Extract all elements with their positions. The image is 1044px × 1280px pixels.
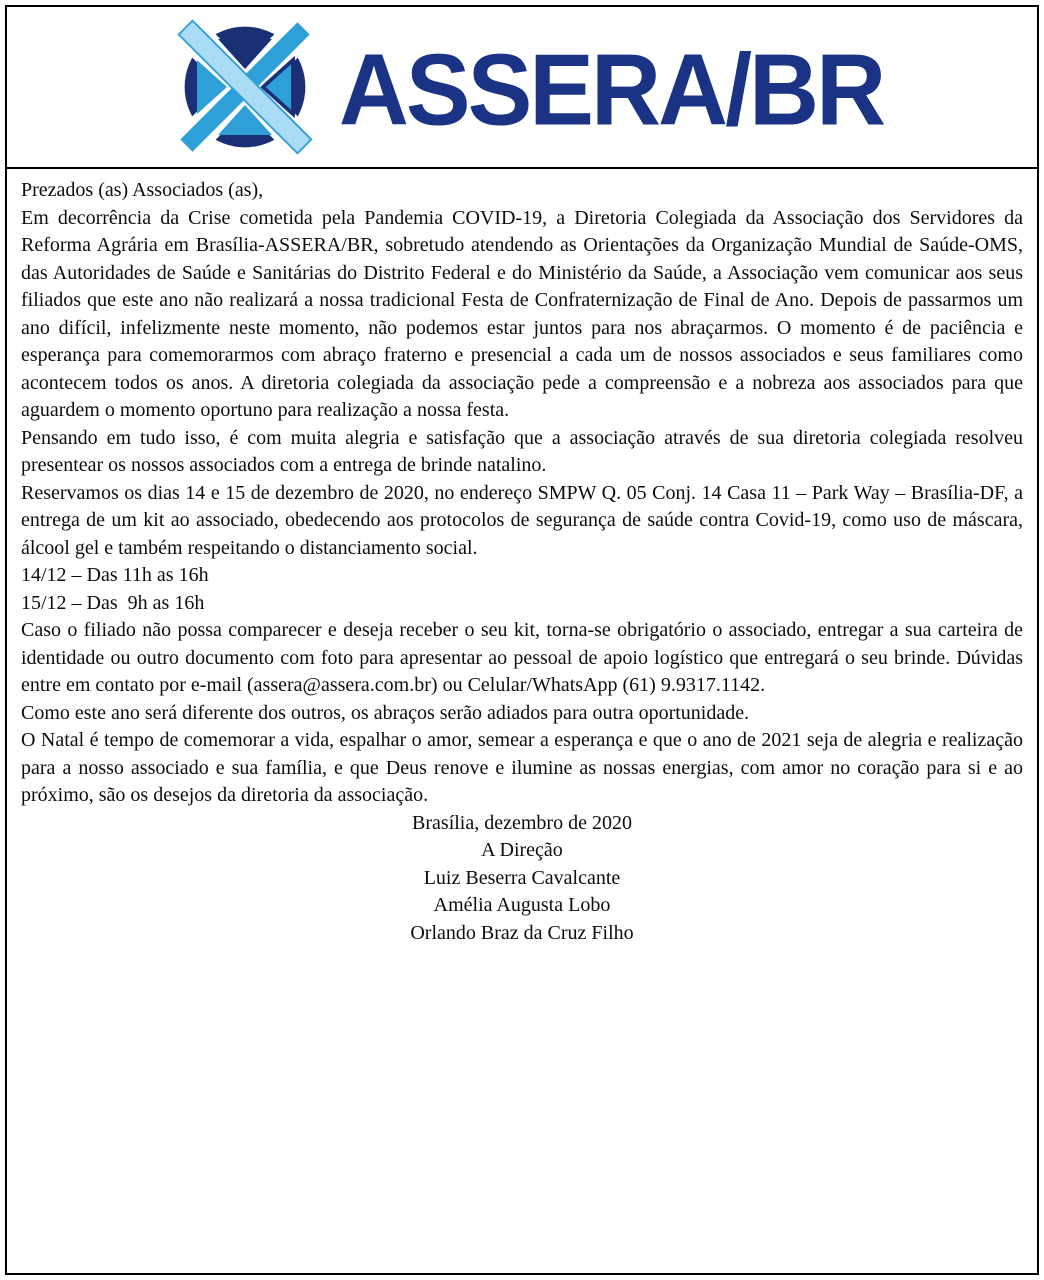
salutation: Prezados (as) Associados (as), xyxy=(21,179,264,201)
assera-emblem-icon xyxy=(161,12,329,167)
paragraph-brinde-natalino: Pensando em tudo isso, é com muita alegria e satisfação que a associação através de sua diretoria colegiada resolveu presentear os nossos associados com a entrega de brinde natalino. xyxy=(21,426,1023,476)
paragraph-caso-filiado: Caso o filiado não possa comparecer e deseja receber o seu kit, torna-se obrigatório o associado, entregar a sua carteira de identidade ou outro documento com foto para apresentar ao pessoal de apoio logístico que entregará o seu brinde. Dúvidas entre em contato por e-mail (assera@assera.com.br) ou Celular/WhatsApp (61) 9.9317.1142. xyxy=(21,619,1023,696)
dateline: Brasília, dezembro de 2020 xyxy=(412,811,632,834)
paragraph-reservamos-datas: Reservamos os dias 14 e 15 de dezembro de 2020, no endereço SMPW Q. 05 Conj. 14 Casa 11 – Park Way – Brasília-DF, a entrega de um kit ao associado, obedecendo aos protocolos de segurança de saúde contra Covid-19, como uso de máscara, álcool gel e também respeitando o distanciamento social. xyxy=(21,481,1023,559)
signature-name-2: Amélia Augusta Lobo xyxy=(433,894,611,916)
paragraph-natal: O Natal é tempo de comemorar a vida, espalhar o amor, semear a esperança e que o ano de 2021 seja de alegria e realização para a nosso associado e sua família, e que Deus renove e ilumine as nossas energias, com amor no coração para si e ao próximo, são os desejos da diretoria da associação. xyxy=(21,729,1023,806)
paragraph-abracos-adiados: Como este ano será diferente dos outros, os abraços serão adiados para outra oportunidade. xyxy=(21,701,750,724)
page-border-frame xyxy=(5,5,1039,1275)
signature-name-3: Orlando Braz da Cruz Filho xyxy=(410,921,634,944)
assera-wordmark: ASSERA/BR xyxy=(338,32,884,146)
signature-name-1: Luiz Beserra Cavalcante xyxy=(423,866,621,889)
schedule-line-14-12: 14/12 – Das 11h as 16h xyxy=(21,564,209,586)
schedule-line-15-12: 15/12 – Das 9h as 16h xyxy=(21,591,205,614)
signature-title: A Direção xyxy=(481,839,563,861)
letter-body xyxy=(7,169,1037,947)
paragraph-crise-covid: Em decorrência da Crise cometida pela Pandemia COVID-19, a Diretoria Colegiada da Associação dos Servidores da Reforma Agrária em Brasília-ASSERA/BR, sobretudo atendendo as Orientações da Organização Mundial de Saúde-OMS, das Autoridades de Saúde e Sanitárias do Distrito Federal e do Ministério da Saúde, a Associação vem comunicar aos seus filiados que este ano não realizará a nossa tradicional Festa de Confraternização de Final de Ano. Depois de passarmos um ano difícil, infelizmente neste momento, não podemos estar juntos para nos abraçarmos. O momento é de paciência e esperança para comemorarmos com abraço fraterno e presencial a cada um de nossos associados e seus familiares como acontecem todos os anos. A diretoria colegiada da associação pede a compreensão e a nobreza aos associados para que aguardem o momento oportuno para realização a nossa festa. xyxy=(21,206,1023,421)
letterhead xyxy=(7,7,1037,169)
